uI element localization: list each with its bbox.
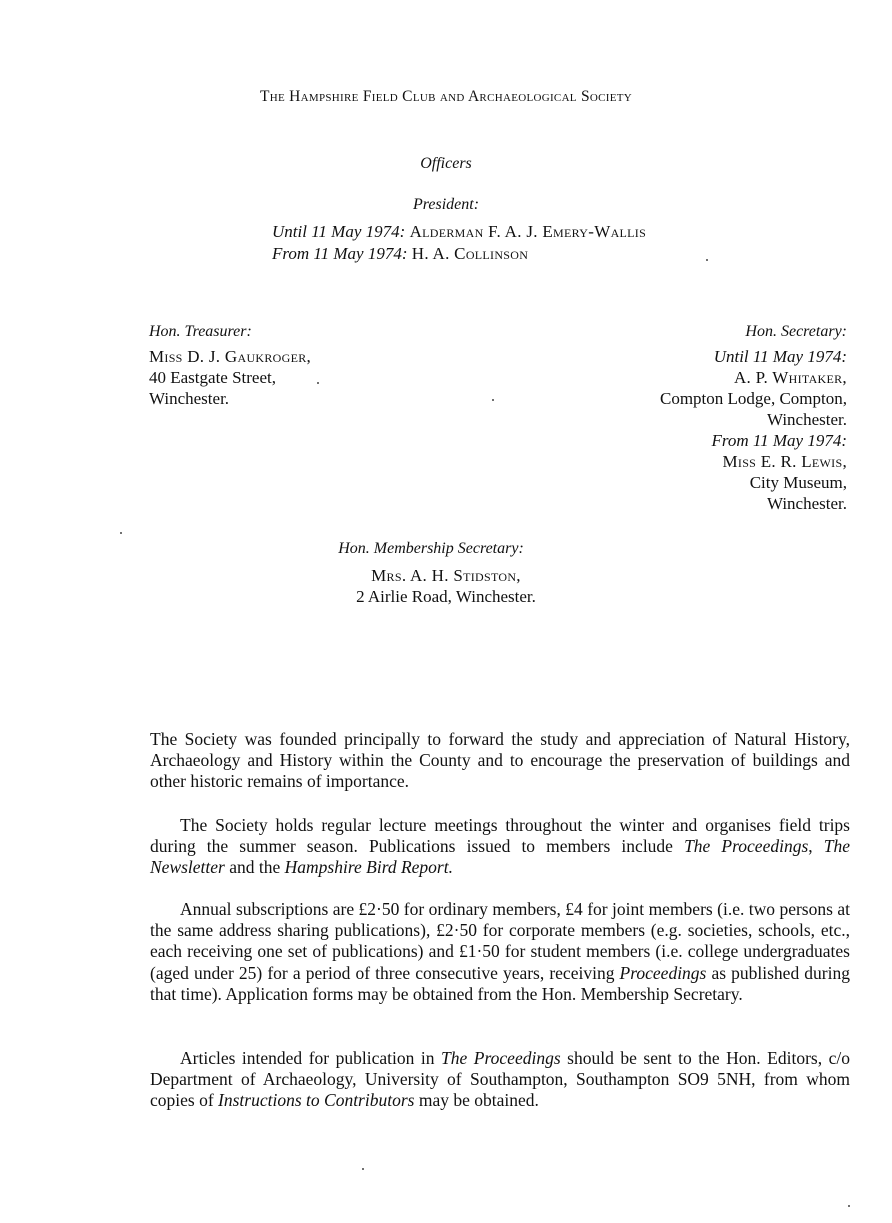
p2-text-c: and the [224, 857, 285, 878]
treasurer-name: Miss D. J. Gaukroger, [149, 347, 312, 366]
p2-italic-bird-report: Hampshire Bird Report. [284, 857, 453, 878]
treasurer-address-1: 40 Eastgate Street, [149, 368, 276, 387]
president-label: President: [412, 196, 480, 213]
paragraph-meetings [150, 815, 850, 879]
officers-heading: Officers [420, 155, 472, 172]
secretary-name-1: A. P. Whitaker, [733, 368, 847, 387]
paragraph-articles [150, 1048, 850, 1112]
treasurer-address-2: Winchester. [149, 389, 230, 408]
secretary-label: Hon. Secretary: [745, 323, 847, 340]
p3-text-b: as published during that time). Application forms may be obtained from the Hon. Membership Secretary. [150, 962, 850, 1004]
scan-speck [706, 259, 708, 261]
president-from-date: From 11 May 1974: [272, 244, 408, 263]
scan-speck [120, 532, 122, 534]
p4-text-b: should be sent to the Hon. Editors, c/o Department of Archaeology, University of Southampton, Southampton SO9 5NH, from whom copies of [150, 1048, 851, 1111]
membership-secretary-label: Hon. Membership Secretary: [338, 540, 524, 557]
p2-text-b: , [808, 836, 824, 857]
p3-text-a: Annual subscriptions are £2·50 for ordinary members, £4 for joint members (i.e. two persons at the same address sharing publications), £2·50 for corporate members (e.g. societies, schools, etc., each receiving one set of publications) and £1·50 for student members (i.e. college undergraduates (aged under 25) for a period of three consecutive years, receiving [150, 899, 850, 983]
scan-speck [362, 1168, 364, 1170]
p2-italic-proceedings: The Proceedings [684, 836, 809, 857]
secretary-until-date: Until 11 May 1974: [713, 347, 847, 366]
president-until-name: Alderman F. A. J. Emery-Wallis [409, 222, 647, 241]
scan-speck [848, 1205, 850, 1207]
society-title: The Hampshire Field Club and Archaeological Society [259, 88, 633, 105]
paragraph-subscriptions [150, 899, 850, 1005]
president-until-date: Until 11 May 1974: [272, 222, 406, 241]
secretary-name-2: Miss E. R. Lewis, [722, 452, 847, 471]
president-line-until [272, 222, 646, 242]
paragraph-founding-text: The Society was founded principally to forward the study and appreciation of Natural History, Archaeology and History within the County and to encourage the preservation of buildings and other historic remains of importance. [150, 729, 850, 792]
secretary-from-date: From 11 May 1974: [711, 431, 847, 450]
p3-italic-proceedings: Proceedings [619, 962, 707, 983]
secretary-address-2a: City Museum, [749, 473, 847, 492]
treasurer-label: Hon. Treasurer: [149, 323, 252, 340]
paragraph-founding [150, 729, 850, 793]
p2-italic-newsletter: The Newsletter [150, 836, 851, 878]
president-from-name: H. A. Collinson [411, 244, 529, 263]
president-line-from [272, 244, 528, 264]
membership-secretary-block [0, 538, 892, 607]
scan-speck [317, 382, 319, 384]
scan-speck [492, 399, 494, 401]
membership-secretary-address: 2 Airlie Road, Winchester. [356, 587, 536, 606]
secretary-address-2b: Winchester. [766, 494, 847, 513]
secretary-block [660, 321, 847, 514]
p4-italic-instructions: Instructions to Contributors [218, 1090, 415, 1111]
p4-italic-proceedings: The Proceedings [441, 1048, 561, 1068]
p2-text-a: The Society holds regular lecture meetings throughout the winter and organises field trips during the summer season. Publications issued to members include [150, 815, 850, 857]
p4-text-a: Articles intended for publication in [180, 1048, 442, 1068]
secretary-address-1a: Compton Lodge, Compton, [660, 389, 847, 408]
membership-secretary-name: Mrs. A. H. Stidston, [371, 566, 521, 585]
secretary-address-1b: Winchester. [766, 410, 847, 429]
treasurer-block [149, 321, 311, 409]
p4-text-c: may be obtained. [414, 1090, 539, 1111]
